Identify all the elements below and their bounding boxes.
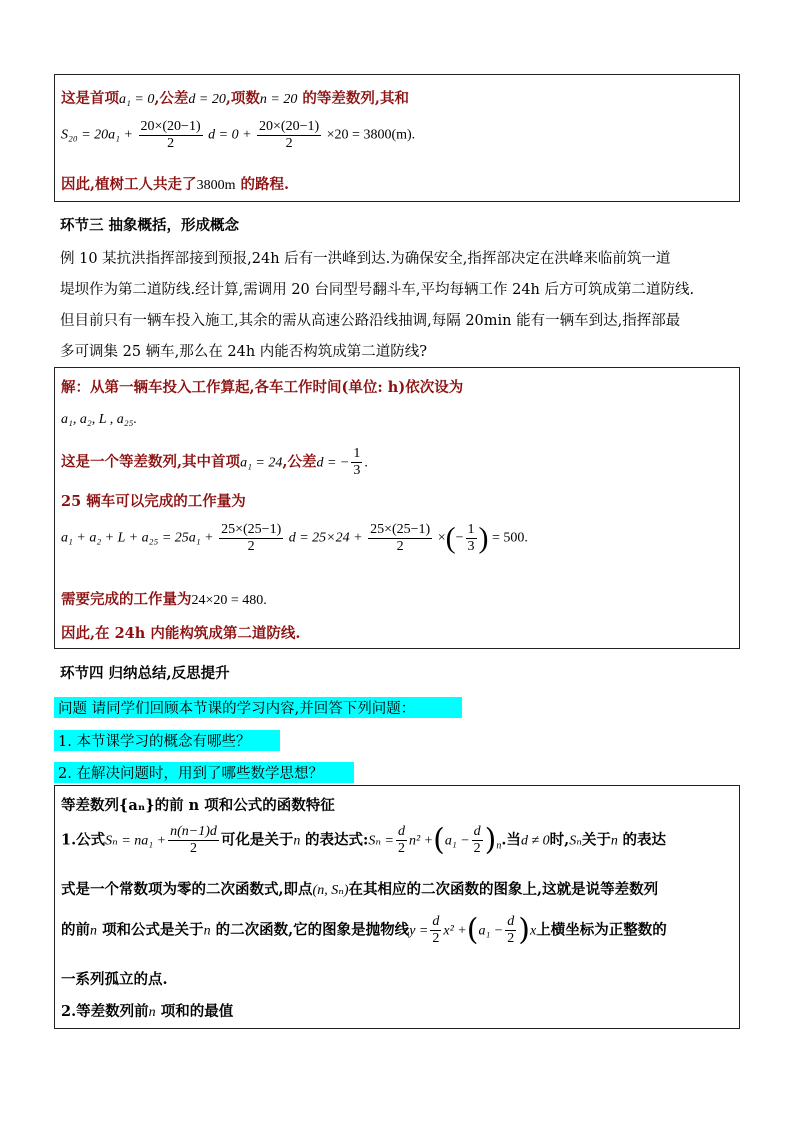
sol-line4: 25 辆车可以完成的工作量为: [61, 493, 246, 510]
summary-title: 等差数列{aₙ}的前 n 项和公式的函数特征: [61, 797, 335, 814]
sol-line1: 解：从第一辆车投入工作算起,各车工作时间(单位: h)依次设为: [61, 379, 464, 396]
sol-line3: 这是一个等差数列,其中首项a₁ = 24,公差d = − $\frac{1}{3}$ .: [61, 446, 368, 478]
fraction: $\frac{d}{2}$: [473, 824, 481, 856]
summary-para1-line1: 1.公式Sₙ = na₁ + $\frac{n(n-1)d}{2}$ 可化是关于n 的表达式:Sₙ = $\frac{d}{2}$ n² +(a₁ − $\frac{d}{2}$ )$_n$.当d ≠ 0时,Sₙ关于n 的表达: [61, 822, 666, 858]
question-2: 2. 在解决问题时，用到了哪些数学思想？: [54, 762, 354, 783]
example-10: [60, 244, 740, 368]
sol-equation: a₁ + a₂ + L + a₂₅ = 25a₁ + $\frac{25\times(25-1)}{2}$ d = 25×24 + $\frac{25\times(25-1)}{2}$ ×(− $\frac{1}{3}$ ) = 500.: [61, 521, 528, 555]
example-line: 例 10 某抗洪指挥部接到预报,24h 后有一洪峰到达.为确保安全,指挥部决定在洪峰来临前筑一道: [60, 251, 671, 267]
question-1: 1. 本节课学习的概念有哪些？: [54, 730, 280, 751]
box1-line1: 这是首项a₁ = 0,公差d = 20,项数n = 20 的等差数列,其和: [61, 90, 409, 107]
fraction: $\frac{20\times(20-1)}{2}$: [259, 119, 320, 151]
fraction: $\frac{20\times(20-1)}{2}$: [140, 119, 201, 151]
example-line: 多可调集 25 辆车,那么在 24h 内能否构筑成第二道防线?: [60, 344, 428, 360]
fraction: $\frac{1}{3}$: [467, 522, 475, 554]
summary-para1-line2: 式是一个常数项为零的二次函数式,即点(n, Sₙ)在其相应的二次函数的图象上,这就是说等差数列: [61, 881, 659, 898]
summary-box: [54, 785, 740, 1029]
box1-equation: S₂₀ = 20a₁ + $\frac{20\times(20-1)}{2}$ d = 0 + $\frac{20\times(20-1)}{2}$ ×20 = 3800(m).: [61, 119, 416, 151]
fraction: $\frac{d}{2}$: [432, 914, 440, 946]
section-heading-4: 环节四 归纳总结,反思提升: [60, 665, 230, 682]
solution-box-1: [54, 74, 740, 202]
fraction: $\frac{1}{3}$: [353, 446, 361, 478]
summary-para2: 2.等差数列前n 项和的最值: [61, 1003, 234, 1020]
sol-line6: 需要完成的工作量为24×20 = 480.: [61, 591, 267, 608]
solution-box-2: [54, 367, 740, 649]
sol-line2: a₁, a₂, L , a₂₅.: [61, 412, 138, 427]
summary-para1-line3: 的前n 项和公式是关于n 的二次函数,它的图象是抛物线y = $\frac{d}{2}$ x² +(a₁ − $\frac{d}{2}$ )x上横坐标为正整数的: [61, 912, 667, 948]
fraction: $\frac{25\times(25-1)}{2}$: [221, 522, 282, 554]
example-line: 堤坝作为第二道防线.经计算,需调用 20 台同型号翻斗车,平均每辆工作 24h 后方可筑成第二道防线.: [60, 282, 695, 298]
example-line: 但目前只有一辆车投入施工,其余的需从高速公路沿线抽调,每隔 20min 能有一辆车到达,指挥部最: [60, 313, 681, 329]
sol-line7: 因此,在 24h 内能构筑成第二道防线.: [61, 625, 301, 642]
summary-para1-line4: 一系列孤立的点.: [61, 971, 168, 988]
box1-line3: 因此,植树工人共走了3800m 的路程.: [61, 176, 290, 193]
fraction: $\frac{d}{2}$: [397, 824, 405, 856]
fraction: $\frac{d}{2}$: [507, 914, 515, 946]
fraction: $\frac{n(n-1)d}{2}$: [170, 824, 217, 856]
fraction: $\frac{25\times(25-1)}{2}$: [370, 522, 431, 554]
question-intro: 问题 请同学们回顾本节课的学习内容,并回答下列问题：: [54, 697, 462, 718]
section-heading-3: 环节三 抽象概括，形成概念: [60, 217, 240, 234]
